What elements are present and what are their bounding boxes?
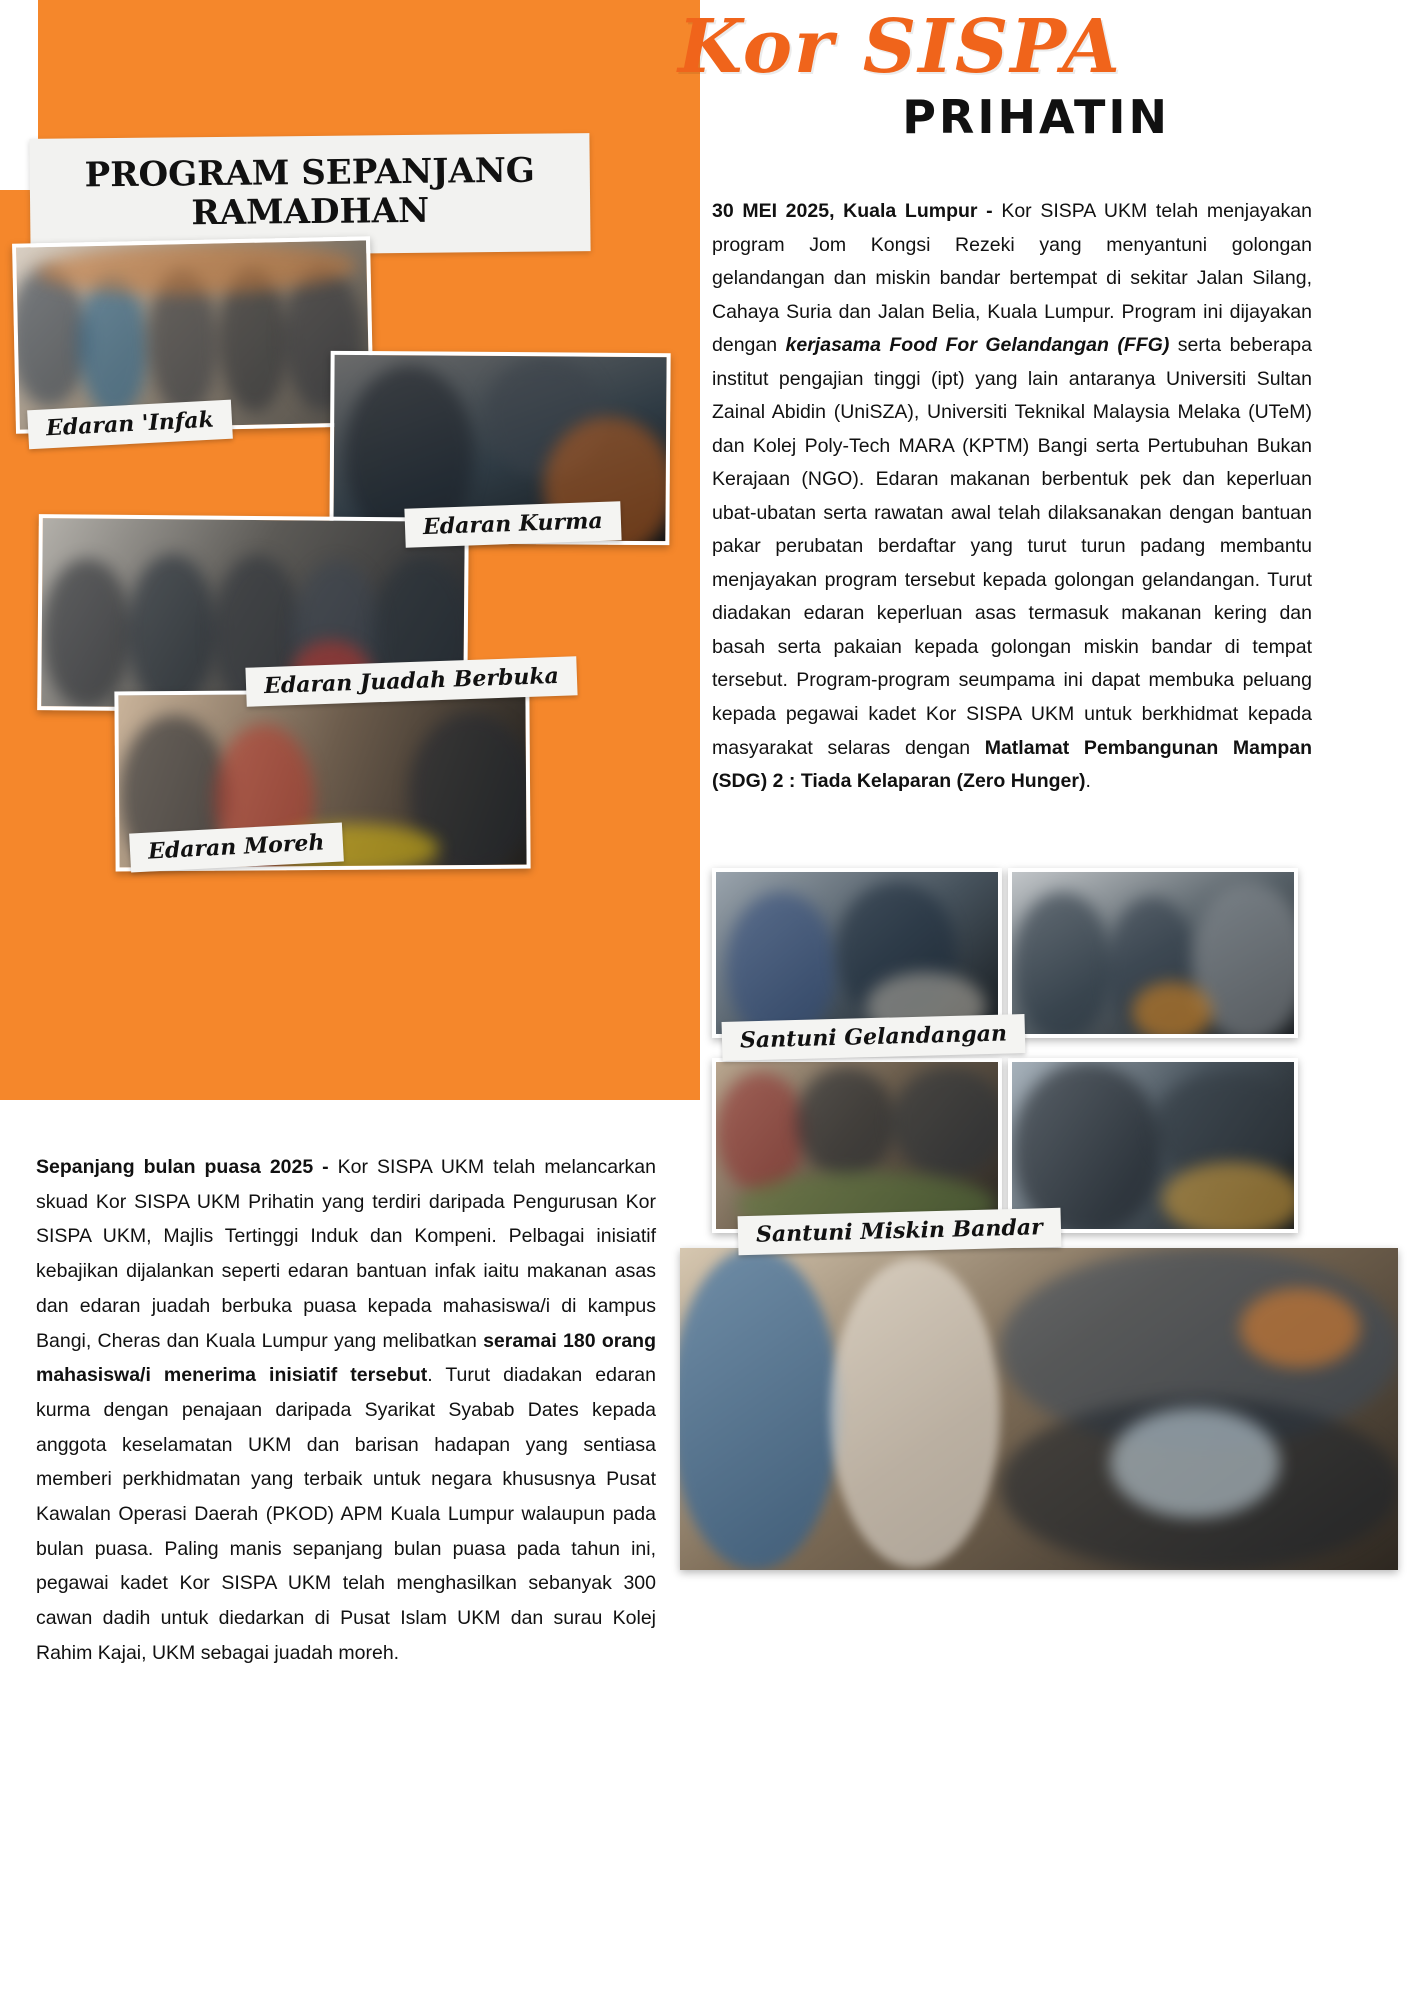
article-right-para-b: serta beberapa institut pengajian tinggi (ipt) yang lain antaranya Universiti Sultan Zainal Abidin (UniSZA), Universiti Teknikal Malaysia Melaka (UTeM) dan Kolej Poly-Tech MARA (KPTM) Bangi serta Pertubuhan Bukan Kerajaan (NGO). Edaran makanan berbentuk pek dan keperluan ubat-ubatan serta rawatan awal telah dilaksanakan dengan bantuan pakar perubatan berdaftar yang turut turun padang membantu menjayakan program tersebut kepada golongan gelandangan. Turut diadakan edaran keperluan asas termasuk makanan kering dan basah serta pakaian kepada golongan miskin bandar di tempat tersebut. Program-program seumpama ini dapat membuka peluang kepada pegawai kadet Kor SISPA UKM untuk berkhidmat kepada masyarakat selaras dengan: [712, 334, 1312, 759]
article-right-bold-sdg: Matlamat Pembangunan Mampan (SDG) 2 : Tiada Kelaparan (Zero Hunger): [712, 736, 1312, 793]
article-right-bold-ffg: kerjasama Food For Gelandangan (FFG): [785, 334, 1170, 357]
article-right: [712, 195, 1312, 799]
article-left-dateline: Sepanjang bulan puasa 2025 -: [36, 1156, 338, 1178]
photo-santuni-gelandangan-2: [1008, 868, 1298, 1038]
photo-santuni-miskin-2: [1008, 1058, 1298, 1233]
article-right-dateline: 30 MEI 2025, Kuala Lumpur -: [712, 200, 1002, 222]
photo-santuni-gelandangan-1: [712, 868, 1002, 1038]
article-right-para-a: Kor SISPA UKM telah menjayakan program Jom Kongsi Rezeki yang menyantuni golongan gelandangan dan miskin bandar bertempat di sekitar Jalan Silang, Cahaya Suria dan Jalan Belia, Kuala Lumpur. Program ini dijayakan dengan: [712, 200, 1312, 357]
caption-edaran-moreh: Edaran Moreh: [129, 822, 343, 872]
caption-edaran-infak: Edaran 'Infak: [27, 400, 233, 450]
caption-edaran-juadah: Edaran Juadah Berbuka: [245, 656, 577, 707]
caption-edaran-kurma: Edaran Kurma: [404, 501, 621, 548]
photo-group-banner: [680, 1248, 1398, 1570]
headline-text: PROGRAM SEPANJANG RAMADHAN: [84, 150, 536, 234]
article-right-para-c: .: [1085, 770, 1091, 793]
photo-santuni-miskin-1: [712, 1058, 1002, 1233]
brand-header: [600, 4, 1200, 144]
article-left: [36, 1150, 656, 1671]
page-title: Kor SISPA: [678, 4, 1122, 90]
caption-santuni-gelandangan: Santuni Gelandangan: [722, 1014, 1026, 1061]
article-left-para-b: . Turut diadakan edaran kurma dengan penajaan daripada Syarikat Syabab Dates kepada anggota keselamatan UKM dan barisan hadapan yang sentiasa memberi perkhidmatan yang terbaik untuk negara khususnya Pusat Kawalan Operasi Daerah (PKOD) APM Kuala Lumpur walaupun pada bulan puasa. Paling manis sepanjang bulan puasa pada tahun ini, pegawai kadet Kor SISPA UKM telah menghasilkan sebanyak 300 cawan dadih untuk diedarkan di Pusat Islam UKM dan surau Kolej Rahim Kajai, UKM sebagai juadah moreh.: [36, 1364, 656, 1664]
caption-santuni-miskin: Santuni Miskin Bandar: [738, 1208, 1062, 1255]
article-left-para-a: Kor SISPA UKM telah melancarkan skuad Kor SISPA UKM Prihatin yang terdiri daripada Pengurusan Kor SISPA UKM, Majlis Tertinggi Induk dan Kompeni. Pelbagai inisiatif kebajikan dijalankan seperti edaran bantuan infak iaitu makanan asas dan edaran juadah berbuka puasa kepada mahasiswa/i di kampus Bangi, Cheras dan Kuala Lumpur yang melibatkan: [36, 1156, 656, 1352]
article-left-bold-count: seramai 180 orang mahasiswa/i menerima inisiatif tersebut: [36, 1329, 657, 1387]
brand-subtitle: PRIHATIN: [902, 90, 1170, 144]
